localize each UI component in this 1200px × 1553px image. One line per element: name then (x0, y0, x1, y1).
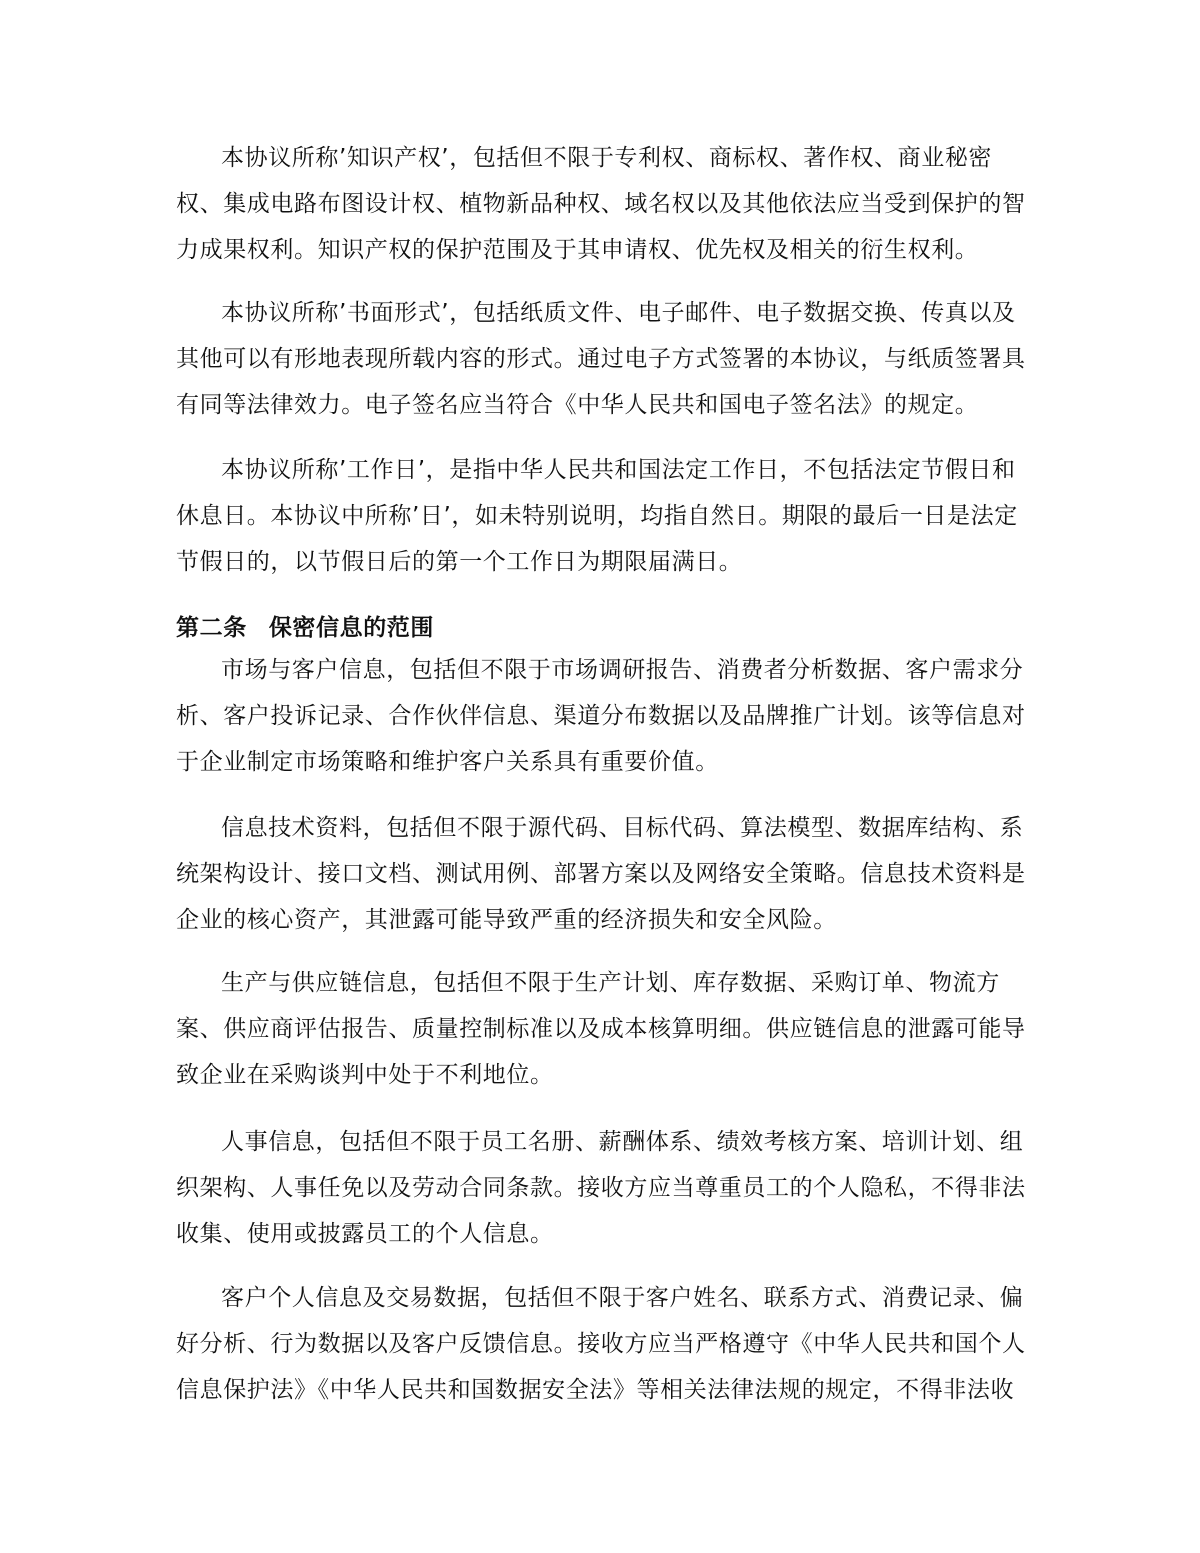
text-line: 人事信息，包括但不限于员工名册、薪酬体系、绩效考核方案、培训计划、组 (221, 1129, 1024, 1155)
text-line: 织架构、人事任免以及劳动合同条款。接收方应当尊重员工的个人隐私，不得非法 (176, 1175, 1026, 1201)
text-line: 生产与供应链信息，包括但不限于生产计划、库存数据、采购订单、物流方 (221, 970, 1000, 996)
text-line: 休息日。本协议中所称’日’，如未特别说明，均指自然日。期限的最后一日是法定 (176, 503, 1018, 529)
text-line: 于企业制定市场策略和维护客户关系具有重要价值。 (176, 749, 719, 775)
text-line: 企业的核心资产，其泄露可能导致严重的经济损失和安全风险。 (176, 907, 837, 933)
text-line: 好分析、行为数据以及客户反馈信息。接收方应当严格遵守《中华人民共和国个人 (176, 1331, 1026, 1357)
text-line: 收集、使用或披露员工的个人信息。 (176, 1221, 554, 1247)
text-line: 力成果权利。知识产权的保护范围及于其申请权、优先权及相关的衍生权利。 (176, 237, 979, 263)
text-line: 析、客户投诉记录、合作伙伴信息、渠道分布数据以及品牌推广计划。该等信息对 (176, 703, 1026, 729)
text-line: 本协议所称’工作日’，是指中华人民共和国法定工作日，不包括法定节假日和 (221, 457, 1016, 483)
text-line: 节假日的，以节假日后的第一个工作日为期限届满日。 (176, 549, 743, 575)
text-line: 其他可以有形地表现所载内容的形式。通过电子方式签署的本协议，与纸质签署具 (176, 346, 1026, 372)
article-number: 第二条 (176, 615, 247, 641)
text-line: 市场与客户信息，包括但不限于市场调研报告、消费者分析数据、客户需求分 (221, 657, 1024, 683)
article-title: 保密信息的范围 (268, 615, 435, 641)
text-line: 致企业在采购谈判中处于不利地位。 (176, 1062, 554, 1088)
text-line: 案、供应商评估报告、质量控制标准以及成本核算明细。供应链信息的泄露可能导 (176, 1016, 1026, 1042)
article-heading (176, 613, 434, 643)
text-line: 客户个人信息及交易数据，包括但不限于客户姓名、联系方式、消费记录、偏 (221, 1285, 1024, 1311)
text-line: 权、集成电路布图设计权、植物新品种权、域名权以及其他依法应当受到保护的智 (176, 191, 1026, 217)
text-line: 本协议所称’知识产权’，包括但不限于专利权、商标权、著作权、商业秘密 (221, 145, 993, 171)
text-line: 有同等法律效力。电子签名应当符合《中华人民共和国电子签名法》的规定。 (176, 392, 979, 418)
text-line: 信息技术资料，包括但不限于源代码、目标代码、算法模型、数据库结构、系 (221, 815, 1024, 841)
text-line: 本协议所称’书面形式’，包括纸质文件、电子邮件、电子数据交换、传真以及 (221, 300, 1016, 326)
text-line: 信息保护法》《中华人民共和国数据安全法》等相关法律法规的规定，不得非法收 (176, 1377, 1015, 1403)
text-line: 统架构设计、接口文档、测试用例、部署方案以及网络安全策略。信息技术资料是 (176, 861, 1026, 887)
